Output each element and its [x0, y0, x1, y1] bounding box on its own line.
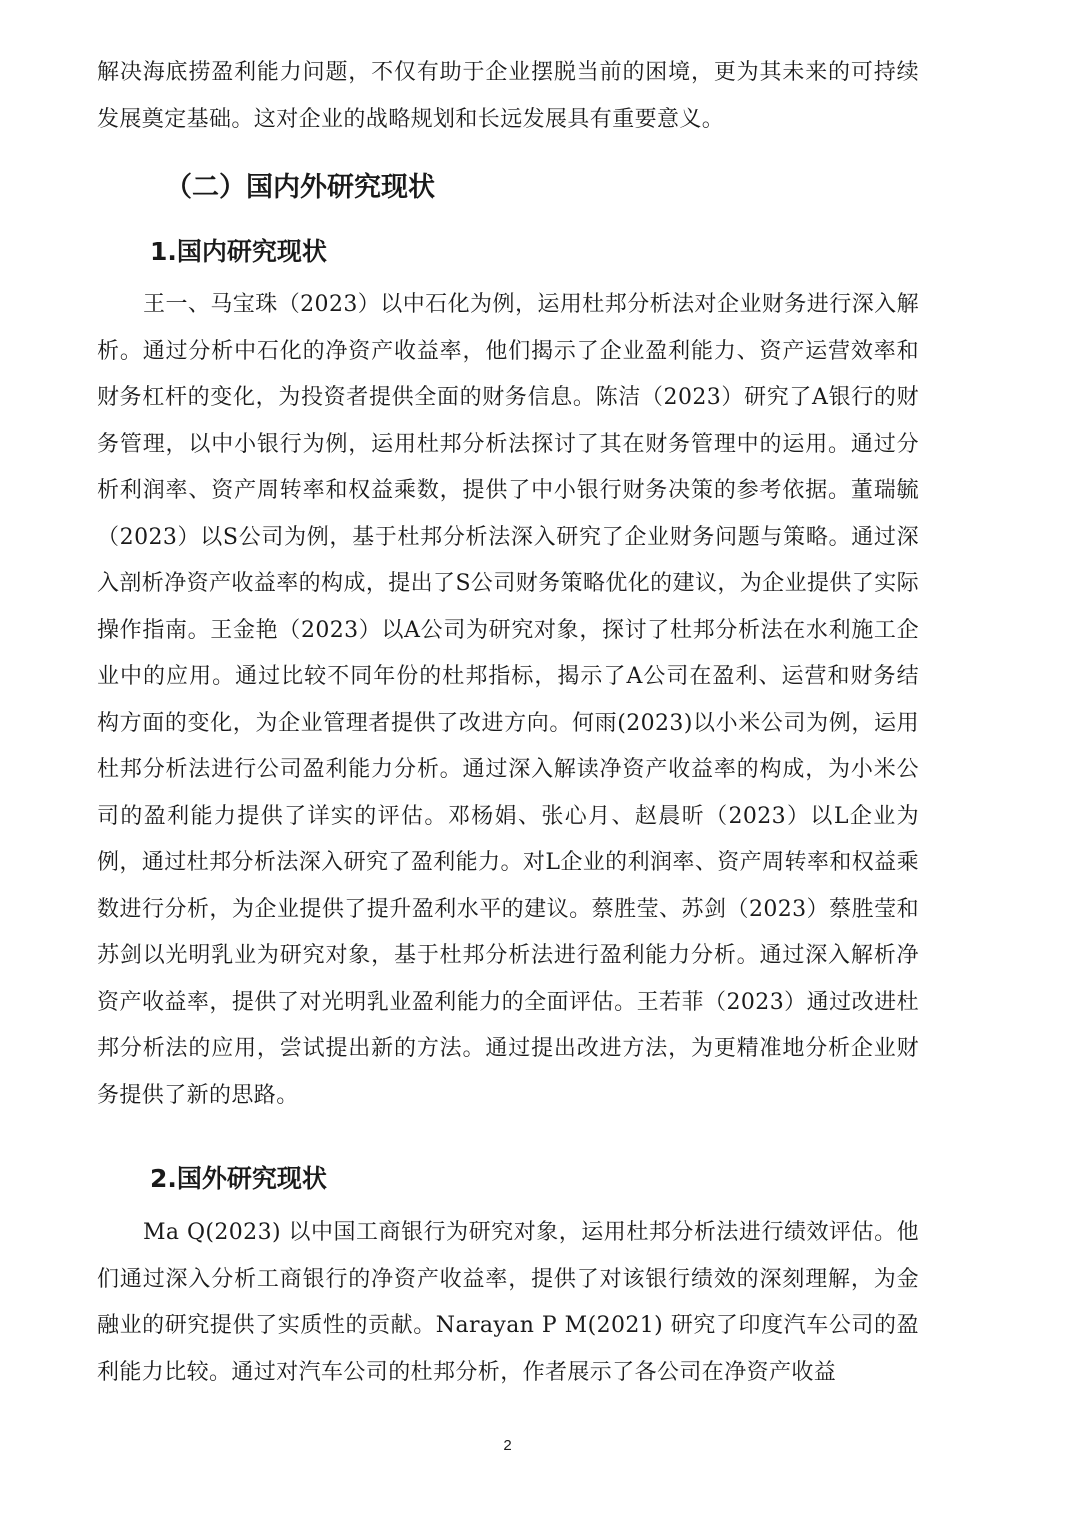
paragraph-domestic-research: 王一、马宝珠（2023）以中石化为例，运用杜邦分析法对企业财务进行深入解析。通过分析中石化的净资产收益率，他们揭示了企业盈利能力、资产运营效率和财务杠杆的变化，为投资者提供全面的财务信息。陈洁（2023）研究了A银行的财务管理，以中小银行为例，运用杜邦分析法探讨了其在财务管理中的运用。通过分析利润率、资产周转率和权益乘数，提供了中小银行财务决策的参考依据。董瑞毓（2023）以S公司为例，基于杜邦分析法深入研究了企业财务问题与策略。通过深入剖析净资产收益率的构成，提出了S公司财务策略优化的建议，为企业提供了实际操作指南。王金艳（2023）以A公司为研究对象，探讨了杜邦分析法在水利施工企业中的应用。通过比较不同年份的杜邦指标，揭示了A公司在盈利、运营和财务结构方面的变化，为企业管理者提供了改进方向。何雨(2023)以小米公司为例，运用杜邦分析法进行公司盈利能力分析。通过深入解读净资产收益率的构成，为小米公司的盈利能力提供了详实的评估。邓杨娟、张心月、赵晨昕（2023）以L企业为例，通过杜邦分析法深入研究了盈利能力。对L企业的利润率、资产周转率和权益乘数进行分析，为企业提供了提升盈利水平的建议。蔡胜莹、苏剑（2023）蔡胜莹和苏剑以光明乳业为研究对象，基于杜邦分析法进行盈利能力分析。通过深入解析净资产收益率，提供了对光明乳业盈利能力的全面评估。王若菲（2023）通过改进杜邦分析法的应用，尝试提出新的方法。通过提出改进方法，为更精准地分析企业财务提供了新的思路。	[97, 292, 919, 1108]
paragraph-foreign-research: Ma Q(2023) 以中国工商银行为研究对象，运用杜邦分析法进行绩效评估。他们通过深入分析工商银行的净资产收益率，提供了对该银行绩效的深刻理解，为金融业的研究提供了实质性的贡献。Narayan P M(2021) 研究了印度汽车公司的盈利能力比较。通过对汽车公司的杜邦分析，作者展示了各公司在净资产收益	[97, 1220, 919, 1385]
section-heading: （二）国内外研究现状	[165, 172, 435, 203]
intro-paragraph-tail: 解决海底捞盈利能力问题，不仅有助于企业摆脱当前的困境，更为其未来的可持续发展奠定基础。这对企业的战略规划和长远发展具有重要意义。	[97, 60, 919, 132]
page-number: 2	[503, 1437, 512, 1454]
subheading-foreign: 2.国外研究现状	[150, 1164, 327, 1193]
subheading-domestic: 1.国内研究现状	[150, 237, 327, 266]
